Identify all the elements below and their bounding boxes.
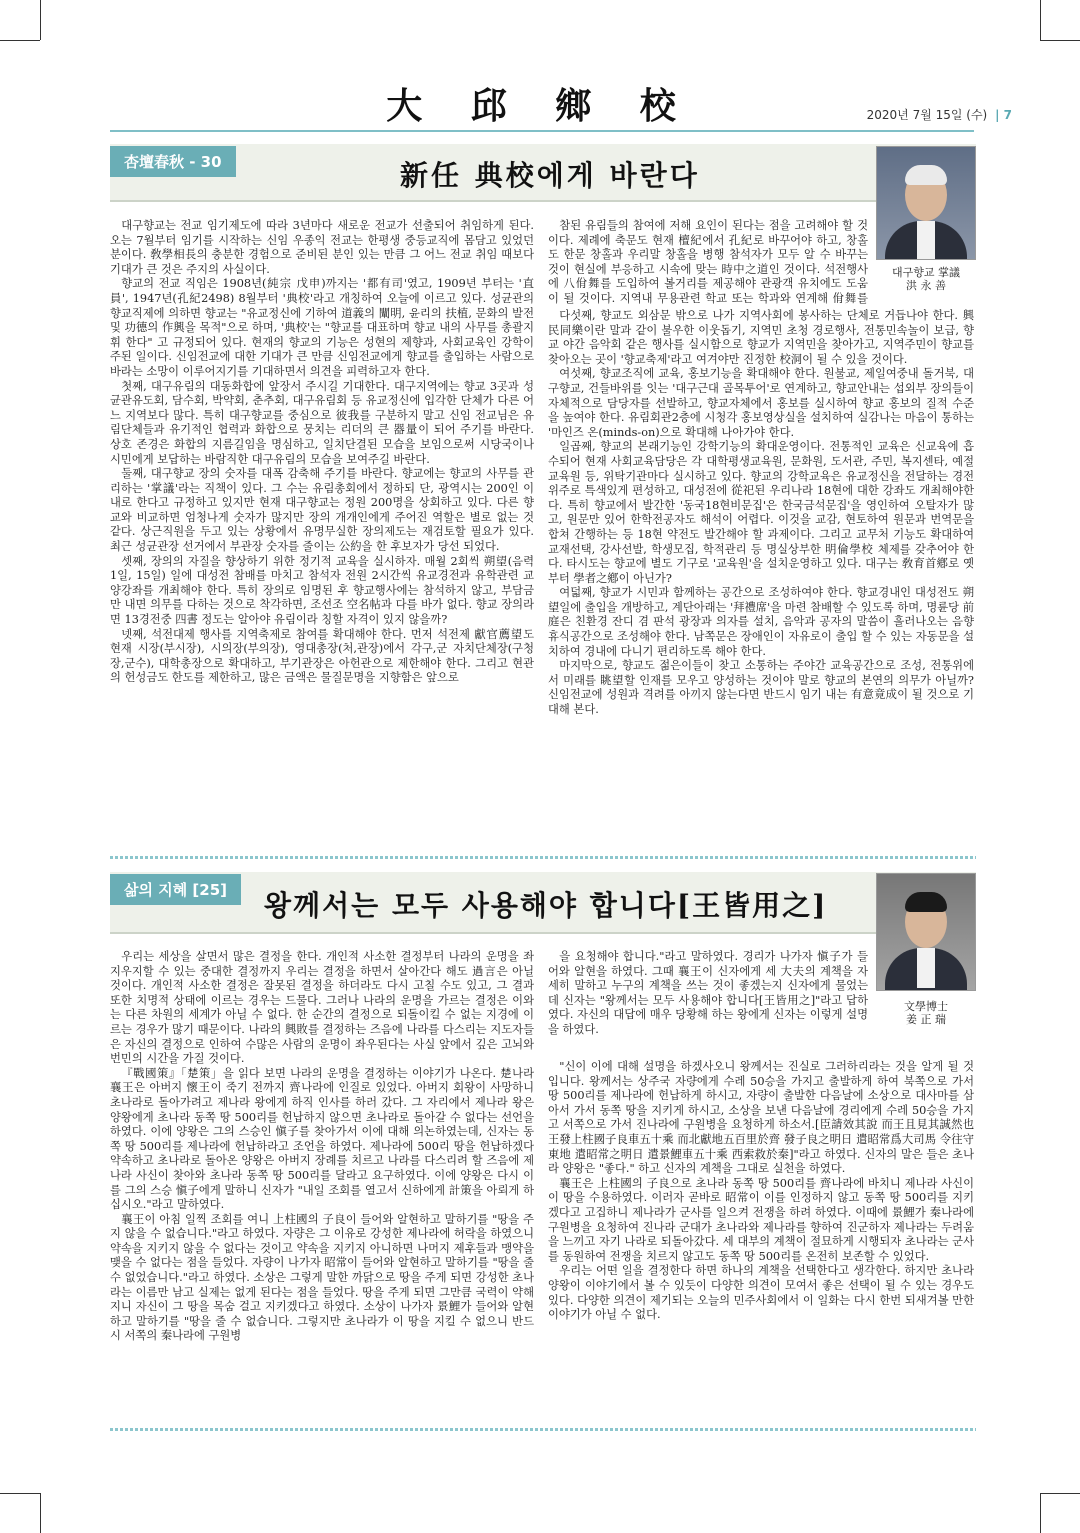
article2-author-title: 文學博士 xyxy=(904,1000,948,1013)
paragraph: 둘째, 대구향교 장의 숫자를 대폭 감축해 주기를 바란다. 향교에는 향교의 사무를 관리하는 '掌議'라는 직책이 있다. 그 수는 유림총회에서 정하되 단, 광역시는 200인 이내로 한다고 규정하고 있지만 현재 대구향교는 정원 200명을 상회하고 있다. 다른 향교와 비교하면 엄청나게 숫자가 많지만 장의 개개인에게 주어진 역할은 별로 없는 것 같다. 상근직원을 두고 있는 상황에서 유명무실한 장의제도는 재검토할 필요가 있다. 최근 성균관장 선거에서 부관장 숫자를 줄이는 公約을 한 후보자가 당선 되었다. xyxy=(110,467,534,554)
crop-mark xyxy=(1040,0,1041,40)
paragraph: 우리는 어떤 일을 결정한다 하면 하나의 계책을 선택한다고 생각한다. 하지만 초나라 양왕이 이야기에서 볼 수 있듯이 다양한 의견이 모여서 좋은 선택이 될 수 있는 경우도 있다. 다양한 의견이 제기되는 오늘의 민주사회에서 이 일화는 다시 한번 되새겨볼 만한 이야기가 아닐 수 없다. xyxy=(548,1264,974,1322)
masthead-title: 大 邱 鄉 校 xyxy=(386,85,694,127)
article1-column-tag: 杏壇春秋 - 30 xyxy=(110,146,236,177)
crop-mark xyxy=(0,40,40,41)
paragraph: 을 요청해야 합니다."라고 말하였다. 경리가 나가자 愼子가 들어와 알현을 하였다. 그때 襄王이 신자에게 세 大夫의 계책을 자세히 말하고 누구의 계책을 쓰는 것이 좋겠는지 신자에게 물었는데 신자는 "왕께서는 모두 사용해야 합니다[王皆用之]"라고 답하였다. 자신의 대답에 매우 당황해 하는 왕에게 신자는 이렇게 설명을 하였다. xyxy=(548,950,868,1036)
article2-column-left xyxy=(110,950,534,1420)
article2-column-right xyxy=(548,1060,974,1390)
article1-column-right-top xyxy=(548,219,868,307)
paragraph: 우리는 세상을 살면서 많은 결정을 한다. 개인적 사소한 결정부터 나라의 운명을 좌지우지할 수 있는 중대한 결정까지 우리는 결정을 하면서 살아간다 해도 過言은 아닐 것이다. 개인적 사소한 결정은 잘못된 결정을 하더라도 다시 고칠 수도 있고, 그 결과 또한 치명적 상태에 이르는 경우는 드물다. 그러나 나라의 운명을 가르는 결정은 이와는 다른 차원의 세계가 아닐 수 없다. 한 순간의 결정으로 되돌이킬 수 없는 지경에 이르는 경우가 많기 때문이다. 나라의 興敗를 결정하는 즈음에 나라를 다스리는 지도자들은 자신의 결정으로 인하여 수많은 사람의 운명이 좌우된다는 사실 앞에서 깊은 고뇌와 번민의 시간을 가질 것이다. xyxy=(110,950,534,1066)
paragraph: 『戰國策』「楚策」을 읽다 보면 나라의 운명을 결정하는 이야기가 나온다. 楚나라 襄王은 아버지 懷王이 죽기 전까지 齊나라에 인질로 있었다. 아버지 회왕이 사망하니 초나라로 돌아가려고 제나라 왕에게 하직 인사를 하러 갔다. 그 자리에서 제나라 왕은 양왕에게 초나라 동쪽 땅 500리를 헌납하지 않으면 초나라로 돌아갈 수 없다는 선언을 하였다. 이에 양왕은 그의 스승인 愼子를 찾아가서 이에 대해 의논하였는데, 신자는 동쪽 땅 500리를 제나라에 헌납하라고 조언을 하였다. 제나라에 500리 땅을 헌납하겠다 약속하고 초나라로 돌아온 양왕은 아버지 장례를 치르고 나라를 다스리려 할 즈음에 제나라 사신이 찾아와 초나라 동쪽 땅 500리를 달라고 요구하였다. 이에 양왕은 다시 이를 그의 스승 愼子에게 말하니 신자가 "내일 조회를 열고서 신하에게 計策을 아뢰게 하십시오."라고 말하였다. xyxy=(110,1066,534,1212)
crop-mark xyxy=(40,1493,41,1533)
paragraph: 마지막으로, 향교도 젊은이들이 찾고 소통하는 주야간 교육공간으로 조성, 전통위에서 미래를 眺望할 인재를 모우고 양성하는 것이야 말로 향교의 본연의 의무가 아닐까? 신임전교에 성원과 격려를 아끼지 않는다면 반드시 임기 내는 有意竟成이 될 것으로 기대해 본다. xyxy=(548,659,974,717)
crop-mark xyxy=(40,0,41,40)
header-rule xyxy=(110,130,974,132)
crop-mark xyxy=(0,1493,40,1494)
crop-mark xyxy=(1040,40,1080,41)
article1-author-title: 대구향교 掌議 xyxy=(891,266,960,279)
paragraph: 襄王은 上柱國의 子良으로 초나라 동쪽 땅 500리를 齊나라에 바치니 제나라 사신이 이 땅을 수용하였다. 이러자 곧바로 昭常이 이를 인정하지 않고 동쪽 땅 500리를 지키겠다고 고집하니 제나라가 군사를 일으켜 전쟁을 하려 하였다. 이때에 景鯉가 秦나라에 구원병을 요청하여 진나라 군대가 초나라와 제나라를 향하여 진군하자 제나라는 두려움을 느끼고 자기 나라로 되돌아갔다. 세 대부의 계책이 절묘하게 시행되자 초나라는 군사를 동원하여 전쟁을 치르지 않고도 동쪽 땅 500리를 온전히 보존할 수 있었다. xyxy=(548,1176,974,1263)
paragraph: 여섯째, 향교조직에 교육, 홍보기능을 확대해야 한다. 원불교, 제일여중내 돌거북, 대구향교, 건들바위를 잇는 '대구근대 골목투어'로 연계하고, 향교안내는 섭외부 장의들이 자체적으로 담당자를 선발하고, 향교자체에서 홍보를 실시하여 향교 홍보의 질적 수준을 높여야 한다. 유림회관2층에 시청각 홍보영상실을 설치하여 실감나는 마음이 통하는 '마인즈 온(minds-on)으로 확대해 나아가야 한다. xyxy=(548,367,974,439)
article2-headline: 왕께서는 모두 사용해야 합니다[王皆用之] xyxy=(264,889,828,922)
article1-author-caption xyxy=(866,266,986,292)
paragraph: 셋째, 장의의 자질을 향상하기 위한 정기적 교육을 실시하자. 매월 2회씩 朔望(음력 1일, 15일) 일에 대성전 참배를 마치고 참석자 전원 2시간씩 유교경전과 유학관련 교양강좌를 개최해야 한다. 특히 장의로 임명된 후 향교행사에는 참석하지 않고, 부담금만 내면 의무를 다하는 것으로 착각하면, 조선조 空名帖과 다를 바가 없다. 향교 장의라면 13경전중 四書 정도는 알아야 유림이라 칭할 자격이 있지 않을까? xyxy=(110,554,534,627)
article1-column-right xyxy=(548,309,974,845)
paragraph: 다섯째, 향교도 외삼문 밖으로 나가 지역사회에 봉사하는 단체로 거듭나야 한다. 興民同樂이란 말과 같이 불우한 이웃돕기, 지역민 초청 경로행사, 전통민속놀이 보급, 향교 야간 음악회 같은 행사를 실시함으로 향교가 지역민을 찾아가고, 지역주민이 향교를 찾아오는 곳이 '향교축제'라고 여겨야만 진정한 校洞이 될 수 있을 것이다. xyxy=(548,309,974,366)
paragraph: 향교의 전교 직임은 1908년(純宗 戊申)까지는 '都有司'였고, 1909년 부터는 '直員', 1947년(孔紀2498) 8월부터 '典校'라고 개칭하여 오늘에 이르고 있다. 성균관의 향교직제에 의하면 향교는 "유교정신에 기하여 道義의 闡明, 윤리의 扶植, 문화의 발전 및 功德의 作興을 목적"으로 하며, '典校'는 "향교를 대표하며 향교 내의 사무를 총괄지휘 한다" 고 규정되어 있다. 현재의 향교의 기능은 성현의 제향과, 사회교육인 강학이 주된 일이다. 신임전교에 대한 기대가 큰 만큼 신임전교에게 향교를 출입하는 사람으로 바라는 소망이 이루어지기를 기대하면서 의견을 피력하고자 한다. xyxy=(110,277,534,378)
article1-author-name: 洪 永 善 xyxy=(906,279,946,292)
article1-headline: 新任 典校에게 바란다 xyxy=(400,159,700,192)
article1-column-left xyxy=(110,219,534,845)
bottom-divider xyxy=(110,1428,976,1431)
paragraph: "신이 이에 대해 설명을 하겠사오니 왕께서는 진실로 그러하리라는 것을 알게 될 것입니다. 왕께서는 상주국 자량에게 수레 50승을 가지고 출발하게 하여 북쪽으로 가서 땅 500리를 제나라에 헌납하게 하시고, 자량이 출발한 다음날에 소상으로 대사마를 삼아서 가서 동쪽 땅을 지키게 하시고, 소상을 보낸 다음날에 경리에게 수레 50승을 가지고 서쪽으로 가서 진나라에 구원병을 요청하게 하소서.[臣請效其說 而王且見其誠然也 王發上柱國子良車五十乘 而北獻地五百里於齊 發子良之明日 遣昭常爲大司馬 令往守東地 遣昭常之明日 遣景鯉車五十乘 西索救於秦]"라고 하였다. 신자의 말은 들은 초나라 양왕은 "좋다." 하고 신자의 계책을 그대로 실천을 하였다. xyxy=(548,1060,974,1176)
dateline xyxy=(867,106,1012,123)
page-number: | 7 xyxy=(995,108,1012,122)
paragraph: 일곱째, 향교의 본래기능인 강학기능의 확대운영이다. 전통적인 교육은 신교육에 흡수되어 현재 사회교육담당은 각 대학평생교육원, 문화원, 도서관, 주민, 복지센타, 예절교육원 등, 위탁기관마다 실시하고 있다. 향교의 강학교육은 유교정신을 전달하는 경전위주로 특색있게 편성하고, 대성전에 從祀된 우리나라 18현에 대한 강좌도 개최해야한다. 특히 향교에서 발간한 '동국18현비문집'은 한국금석문집'을 영인하여 오탈자가 많고, 원문만 있어 한학전공자도 해석이 어렵다. 이것을 교감, 현토하여 원문과 번역문을 합쳐 간행하는 등 18현 약전도 발간해야 할 과제이다. 그리고 교무처 기능도 확대하여 교재선택, 강사선발, 학생모집, 학적관리 등 명실상부한 明倫學校 체제를 갖추어야 한다. 타시도는 향교에 별도 기구로 '교육원'을 설치운영하고 있다. 대구는 敎育首鄕로 옛부터 學者之鄕이 아닌가? xyxy=(548,440,974,585)
article2-author-caption xyxy=(866,1000,986,1026)
crop-mark xyxy=(1040,1493,1041,1533)
paragraph: 襄王이 아침 일찍 조회를 여니 上柱國의 子良이 들어와 알현하고 말하기를 "땅을 주지 않을 수 없습니다."라고 하였다. 자량은 그 이유로 강성한 제나라에 허락을 하였으니 약속을 지키지 않을 수 없다는 것이고 약속을 지키지 아니하면 나머지 제후들과 맹약을 맺을 수 없다는 점을 들었다. 자량이 나가자 昭常이 들어와 알현하고 말하기를 "땅을 줄 수 없었습니다."라고 하였다. 소상은 그렇게 말한 까닭으로 땅을 주게 되면 강성한 초나라는 이름만 남고 실제는 없게 된다는 점을 들었다. 땅을 주게 되면 그만큼 국력이 약해지니 자신이 그 땅을 목숨 걸고 지키겠다고 하였다. 소상이 나가자 景鯉가 들어와 알현하고 말하기를 "땅을 줄 수 없습니다. 그렇지만 초나라가 이 땅을 지킬 수 없으니 반드시 서쪽의 秦나라에 구원병 xyxy=(110,1212,534,1343)
paragraph: 참된 유림들의 참여에 저해 요인이 된다는 점을 고려해야 할 것이다. 제례에 축문도 현재 檀紀에서 孔紀로 바꾸어야 하고, 창홀도 한문 창홀과 우리말 창홀을 병행 참석자가 모두 알 수 바꾸는 것이 현실에 부응하고 시속에 맞는 時中之道인 것이다. 석전행사에 八佾舞를 도입하여 볼거리를 제공해야 관광객 유치에도 도움이 될 것이다. 지역내 무용관련 학교 또는 학과와 연계해 佾舞를 xyxy=(548,219,868,305)
paragraph: 여덟째, 향교가 시민과 함께하는 공간으로 조성하여야 한다. 향교경내인 대성전도 朔望일에 출입을 개방하고, 계단아래는 '拜禮席'을 마련 참배할 수 있도록 하며, 명륜당 前庭은 친환경 잔디 겸 판석 광장과 의자를 설치, 음악과 공자의 말씀이 흘러나오는 음향 휴식공간으로 조성해야 한다. 남쪽문은 장애인이 자유로이 출입 할 수 있는 자동문을 설치하여 경내에 다니기 편리하도록 해야 한다. xyxy=(548,586,974,658)
article2-author-photo xyxy=(876,873,976,991)
article2-author-name: 姜 正 瑞 xyxy=(906,1013,946,1026)
paragraph: 대구향교는 전교 임기제도에 따라 3년마다 새로운 전교가 선출되어 취임하게 된다. 오는 7월부터 임기를 시작하는 신임 우종익 전교는 한평생 중등교직에 몸담고 있었던 분이다. 敎學相長의 충분한 경험으로 준비된 분인 있는 만큼 그 어느 전교 취임 때보다 기대가 큰 것은 주지의 사실이다. xyxy=(110,219,534,276)
article-divider xyxy=(110,856,976,859)
article2-column-tag: 삶의 지혜 [25] xyxy=(110,874,241,905)
article1-author-photo xyxy=(876,146,976,260)
article2-column-right-top xyxy=(548,950,868,1058)
issue-date: 2020년 7월 15일 (수) xyxy=(866,108,988,122)
crop-mark xyxy=(1040,1493,1080,1494)
paragraph: 첫째, 대구유림의 대동화합에 앞장서 주시길 기대한다. 대구지역에는 향교 3곳과 성균관유도회, 담수회, 박약회, 춘추회, 대구유림회 등 유교정신에 입각한 단체가 다른 어느 지역보다 많다. 특히 대구향교를 중심으로 彼我를 구분하지 말고 신임 전교님은 유림단체들과 유기적인 협력과 화합으로 뭉치는 리더의 큰 器量이 되어 주기를 바란다. 상호 존경은 화합의 지름길임을 명심하고, 일치단결된 모습을 보임으로써 시당국이나 시민에게 보답하는 바람직한 대구유림의 모습을 보여주길 바란다. xyxy=(110,379,534,466)
paragraph: 넷째, 석전대제 행사를 지역축제로 참여를 확대해야 한다. 먼저 석전제 獻官薦望도 현재 시장(부시장), 시의장(부의장), 영대총장(처,관장)에서 각구,군 자치단체장(구청장,군수), 대학총장으로 확대하고, 부기관장은 아헌관으로 제한해야 한다. 그리고 현관의 헌성금도 한도를 제한하고, 많은 금액은 물질문명을 지향함은 앞으로 xyxy=(110,627,534,685)
